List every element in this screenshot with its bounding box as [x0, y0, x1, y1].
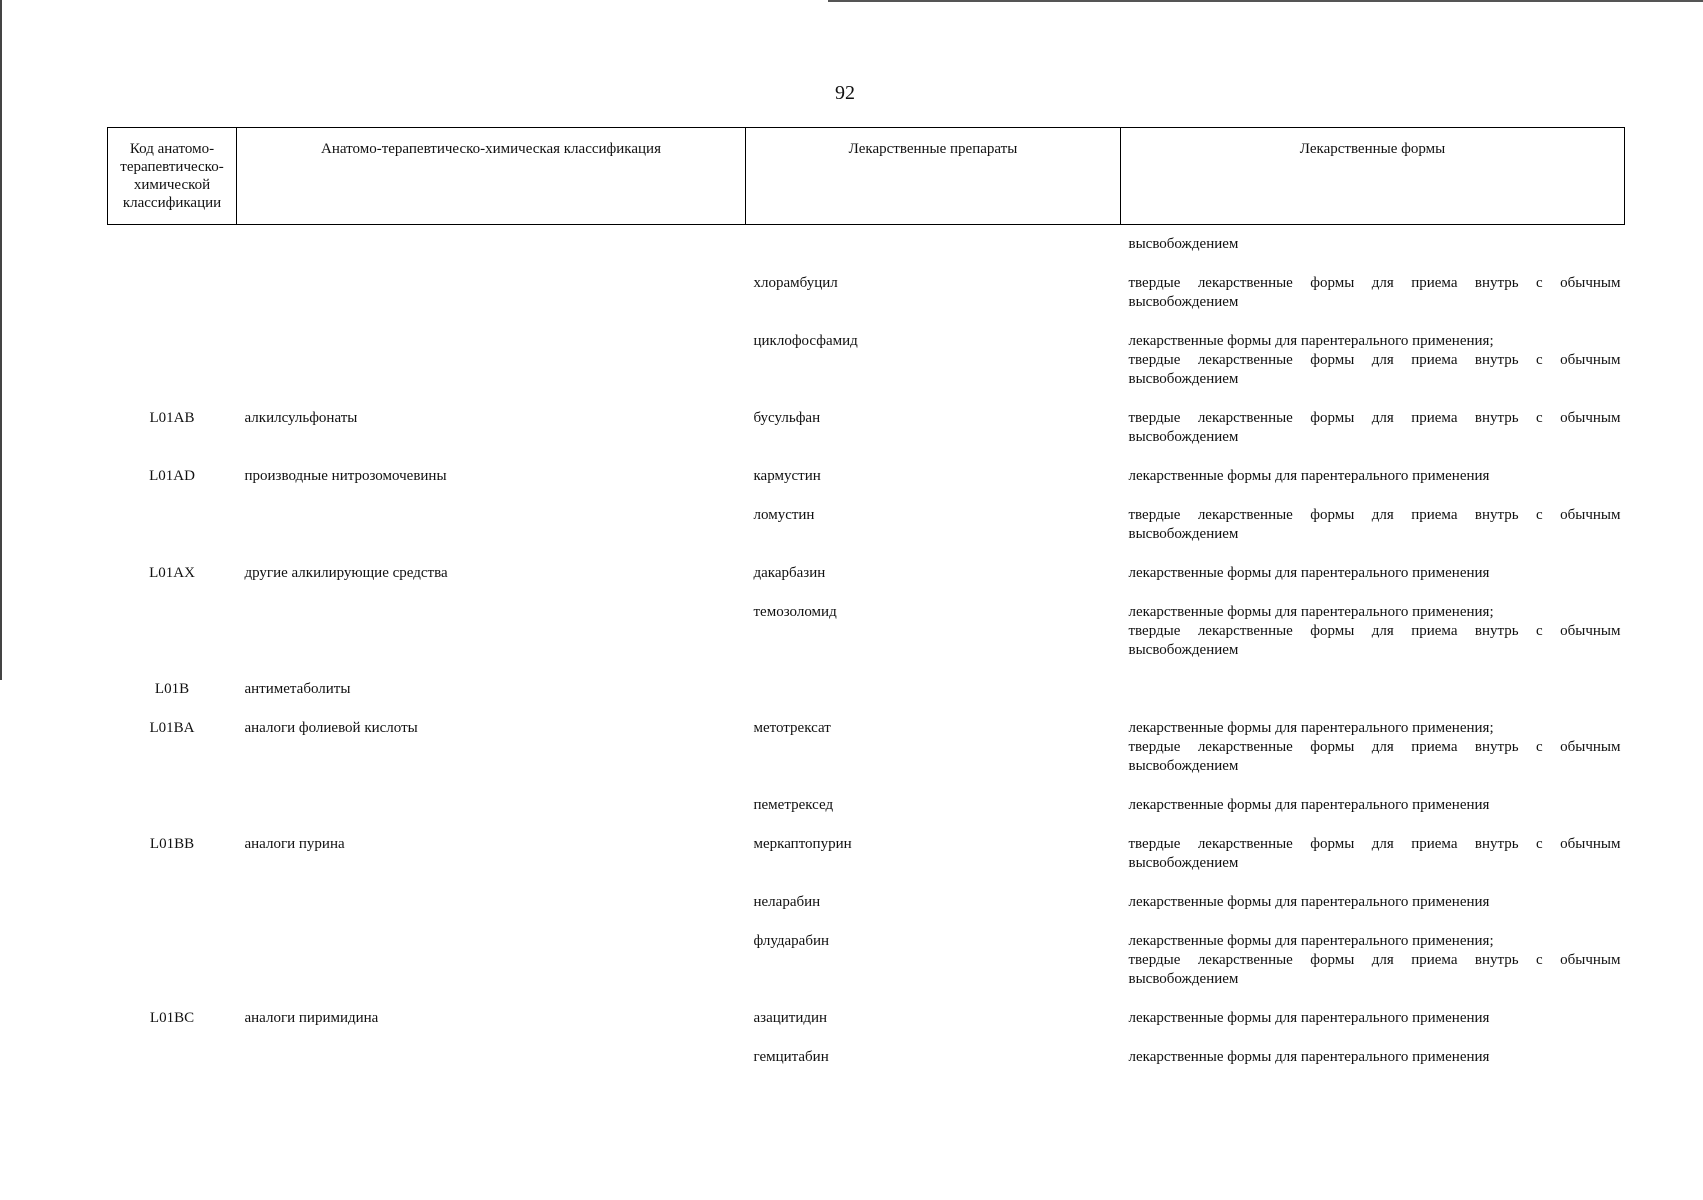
drug-name-cell: азацитидин: [753, 1010, 828, 1026]
atc-classification-cell: производные нитрозомочевины: [244, 468, 447, 484]
table-row: [108, 467, 1625, 506]
atc-code-cell: [108, 796, 237, 835]
drug-name-cell: меркаптопурин: [753, 836, 852, 852]
atc-code-cell: L01AD: [149, 468, 195, 484]
header-dosage-forms: Лекарственные формы: [1121, 128, 1625, 225]
dosage-form-line: лекарственные формы для парентерального применения: [1128, 468, 1490, 484]
drug-name-cell: пеметрексед: [753, 797, 834, 813]
table-row: [108, 796, 1625, 835]
table-row: [108, 274, 1625, 332]
atc-code-cell: [108, 274, 237, 332]
table-header: [108, 128, 1625, 225]
atc-classification-cell: [237, 932, 746, 1009]
header-atc-classification: Анатомо-терапевтическо-химическая классификация: [237, 128, 746, 225]
dosage-form-line: твердые лекарственные формы для приема внутрь с обычным высвобождением: [1128, 836, 1621, 871]
dosage-forms-cell: [1121, 893, 1625, 932]
atc-classification-cell: аналоги пурина: [244, 836, 345, 852]
page-number: 92: [835, 82, 855, 104]
drug-classification-table: [107, 127, 1625, 1087]
dosage-form-line: лекарственные формы для парентерального применения;: [1128, 604, 1494, 620]
drug-name-cell: [746, 225, 1121, 275]
dosage-forms-cell: [1121, 409, 1625, 467]
table-row: [108, 835, 1625, 893]
table-row: [108, 603, 1625, 680]
drug-table-container: [107, 127, 1624, 1087]
table-row: [108, 893, 1625, 932]
dosage-forms-cell: [1121, 719, 1625, 796]
dosage-form-line: лекарственные формы для парентерального применения: [1128, 894, 1490, 910]
table-row: [108, 680, 1625, 719]
atc-classification-cell: [237, 1048, 746, 1087]
drug-name-cell: кармустин: [753, 468, 821, 484]
table-row: [108, 1048, 1625, 1087]
drug-name-cell: [746, 680, 1121, 719]
header-drugs: Лекарственные препараты: [746, 128, 1121, 225]
drug-name-cell: хлорамбуцил: [753, 275, 838, 291]
dosage-form-line: лекарственные формы для парентерального применения;: [1128, 333, 1494, 349]
dosage-forms-cell: [1121, 467, 1625, 506]
dosage-forms-cell: [1121, 932, 1625, 1009]
drug-name-cell: циклофосфамид: [753, 333, 858, 349]
dosage-form-line: твердые лекарственные формы для приема внутрь с обычным высвобождением: [1128, 952, 1621, 987]
dosage-form-line: лекарственные формы для парентерального применения;: [1128, 720, 1494, 736]
atc-classification-cell: аналоги фолиевой кислоты: [244, 720, 418, 736]
dosage-form-line: твердые лекарственные формы для приема внутрь с обычным высвобождением: [1128, 507, 1621, 542]
drug-name-cell: неларабин: [753, 894, 821, 910]
atc-code-cell: [108, 506, 237, 564]
table-row: [108, 409, 1625, 467]
atc-code-cell: L01BA: [149, 720, 195, 736]
atc-code-cell: [108, 1048, 237, 1087]
table-row: [108, 719, 1625, 796]
dosage-form-line: твердые лекарственные формы для приема внутрь с обычным высвобождением: [1128, 410, 1621, 445]
drug-name-cell: дакарбазин: [753, 565, 826, 581]
dosage-forms-cell: [1121, 332, 1625, 409]
drug-name-cell: флударабин: [753, 933, 830, 949]
atc-code-cell: [108, 932, 237, 1009]
drug-name-cell: ломустин: [753, 507, 815, 523]
atc-classification-cell: [237, 603, 746, 680]
atc-classification-cell: [237, 332, 746, 409]
dosage-forms-cell: [1121, 796, 1625, 835]
atc-code-cell: [108, 893, 237, 932]
atc-code-cell: [108, 603, 237, 680]
scan-top-edge: [828, 0, 1703, 2]
atc-classification-cell: другие алкилирующие средства: [244, 565, 448, 581]
atc-classification-cell: [237, 225, 746, 275]
table-row: [108, 332, 1625, 409]
drug-name-cell: бусульфан: [753, 410, 821, 426]
atc-code-cell: L01AX: [149, 565, 195, 581]
table-row: [108, 1009, 1625, 1048]
dosage-forms-cell: [1121, 564, 1625, 603]
dosage-forms-cell: [1121, 835, 1625, 893]
table-row: [108, 225, 1625, 275]
dosage-form-line: лекарственные формы для парентерального применения: [1128, 565, 1490, 581]
dosage-form-line: твердые лекарственные формы для приема внутрь с обычным высвобождением: [1128, 739, 1621, 774]
dosage-form-line: высвобождением: [1128, 236, 1239, 252]
header-atc-code: Код анатомо-терапевтическо-химической классификации: [108, 128, 237, 225]
atc-code-cell: L01AB: [149, 410, 195, 426]
atc-classification-cell: аналоги пиримидина: [244, 1010, 379, 1026]
table-row: [108, 564, 1625, 603]
atc-code-cell: [108, 225, 237, 275]
dosage-form-line: твердые лекарственные формы для приема внутрь с обычным высвобождением: [1128, 275, 1621, 310]
atc-classification-cell: [237, 893, 746, 932]
atc-classification-cell: антиметаболиты: [244, 681, 351, 697]
drug-name-cell: метотрексат: [753, 720, 831, 736]
atc-classification-cell: алкилсульфонаты: [244, 410, 358, 426]
dosage-form-line: твердые лекарственные формы для приема внутрь с обычным высвобождением: [1128, 623, 1621, 658]
atc-code-cell: L01B: [154, 681, 190, 697]
atc-code-cell: [108, 332, 237, 409]
dosage-form-line: лекарственные формы для парентерального применения: [1128, 797, 1490, 813]
atc-classification-cell: [237, 506, 746, 564]
drug-name-cell: темозоломид: [753, 604, 837, 620]
dosage-forms-cell: [1121, 680, 1625, 719]
table-row: [108, 932, 1625, 1009]
atc-classification-cell: [237, 796, 746, 835]
dosage-forms-cell: [1121, 225, 1625, 275]
atc-code-cell: L01BB: [149, 836, 195, 852]
drug-name-cell: гемцитабин: [753, 1049, 829, 1065]
dosage-forms-cell: [1121, 1048, 1625, 1087]
dosage-form-line: твердые лекарственные формы для приема внутрь с обычным высвобождением: [1128, 352, 1621, 387]
table-row: [108, 506, 1625, 564]
dosage-forms-cell: [1121, 506, 1625, 564]
dosage-form-line: лекарственные формы для парентерального применения;: [1128, 933, 1494, 949]
dosage-form-line: лекарственные формы для парентерального применения: [1128, 1010, 1490, 1026]
dosage-form-line: лекарственные формы для парентерального применения: [1128, 1049, 1490, 1065]
atc-code-cell: L01BC: [149, 1010, 195, 1026]
table-body: [108, 225, 1625, 1088]
atc-classification-cell: [237, 274, 746, 332]
dosage-forms-cell: [1121, 1009, 1625, 1048]
dosage-forms-cell: [1121, 603, 1625, 680]
dosage-forms-cell: [1121, 274, 1625, 332]
